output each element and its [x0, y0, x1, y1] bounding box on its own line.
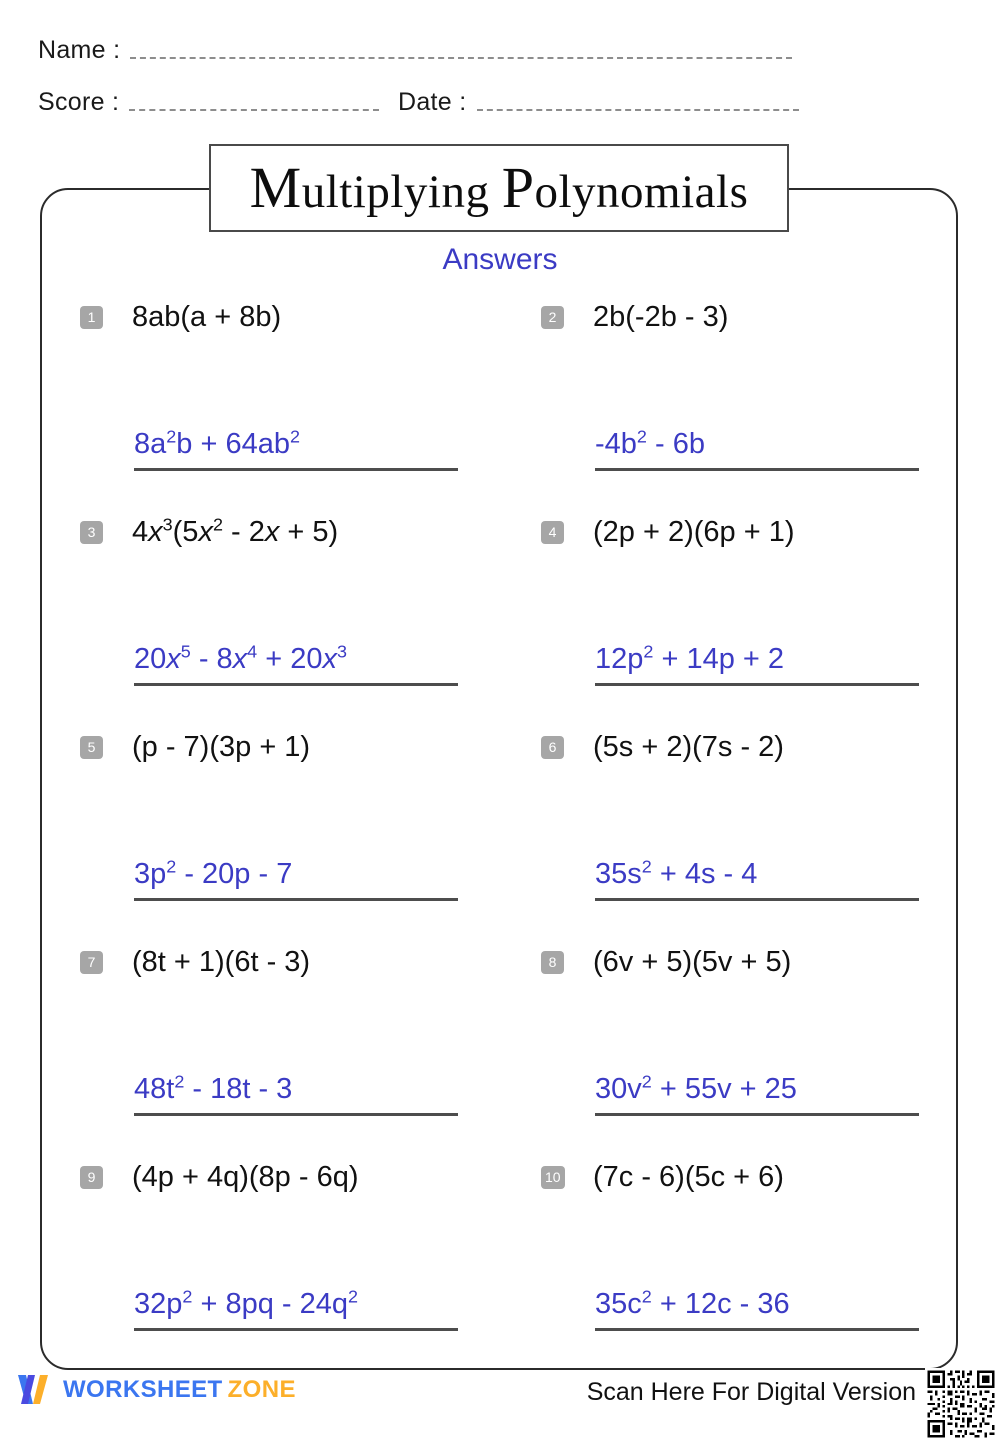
title-rest-2: olynomials	[534, 166, 749, 218]
worksheet-zone-logo[interactable]	[16, 1368, 296, 1412]
problem-question: (8t + 1)(6t - 3)	[132, 946, 311, 978]
worksheet-footer	[0, 1366, 1000, 1414]
problem-number-badge: 8	[541, 951, 564, 974]
problem-number-badge: 9	[80, 1166, 103, 1189]
problem-row	[0, 511, 1000, 726]
problem-item-8	[541, 941, 971, 1156]
problem-answer: $-4b^2 - 6b$	[595, 426, 705, 460]
answer-line[interactable]	[134, 1284, 458, 1331]
problem-question: (7c - 6)(5c + 6)	[593, 1161, 784, 1193]
problem-question: (2p + 2)(6p + 1)	[593, 516, 795, 548]
answer-line[interactable]	[595, 854, 919, 901]
problem-item-1	[80, 296, 510, 511]
problem-number-badge: 7	[80, 951, 103, 974]
problem-item-4	[541, 511, 971, 726]
problem-item-9	[80, 1156, 510, 1371]
problem-question: (4p + 4q)(8p - 6q)	[132, 1161, 359, 1193]
problem-number-badge: 4	[541, 521, 564, 544]
problem-answer: $32p^2 + 8pq - 24q^2$	[134, 1286, 358, 1320]
problem-item-5	[80, 726, 510, 941]
problem-item-6	[541, 726, 971, 941]
score-label: Score :	[38, 88, 120, 116]
logo-worksheet-text: WORKSHEET	[63, 1376, 223, 1403]
logo-text	[63, 1378, 296, 1402]
problem-answer: $8a^2b + 64ab^2$	[134, 426, 300, 460]
problem-row	[0, 1156, 1000, 1371]
answer-line[interactable]	[595, 639, 919, 686]
problem-row	[0, 941, 1000, 1156]
page-title	[249, 155, 749, 220]
title-box	[209, 144, 789, 232]
scan-instruction-text: Scan Here For Digital Version	[586, 1378, 916, 1406]
problem-question: $4x^3(5x^2 - 2x + 5)$	[132, 514, 339, 548]
problem-answer: $3p^2 - 20p - 7$	[134, 856, 293, 890]
score-input-line[interactable]	[129, 109, 379, 111]
answer-line[interactable]	[134, 424, 458, 471]
answer-line[interactable]	[134, 854, 458, 901]
score-field-row	[38, 90, 379, 115]
problem-question: (p - 7)(3p + 1)	[132, 731, 311, 763]
problem-question: (5s + 2)(7s - 2)	[593, 731, 784, 763]
date-field-row	[398, 90, 799, 115]
problem-number-badge: 2	[541, 306, 564, 329]
date-input-line[interactable]	[477, 109, 799, 111]
answer-line[interactable]	[595, 1069, 919, 1116]
problem-answer: $12p^2 + 14p + 2$	[595, 641, 785, 675]
problem-answer: $30v^2 + 55v + 25$	[595, 1071, 797, 1105]
problem-item-2	[541, 296, 971, 511]
name-label: Name :	[38, 36, 121, 64]
problem-answer: $20x^5 - 8x^4 + 20x^3$	[134, 641, 347, 675]
problem-grid	[0, 296, 1000, 1371]
answer-line[interactable]	[595, 424, 919, 471]
name-input-line[interactable]	[130, 57, 792, 59]
problem-answer: $35s^2 + 4s - 4$	[595, 856, 758, 890]
name-field-row	[38, 38, 792, 63]
problem-number-badge: 1	[80, 306, 103, 329]
date-label: Date :	[398, 88, 467, 116]
problem-question: 8ab(a + 8b)	[132, 301, 282, 333]
title-cap-m: M	[249, 155, 302, 220]
problem-number-badge: 3	[80, 521, 103, 544]
problem-row	[0, 296, 1000, 511]
problem-row	[0, 726, 1000, 941]
answer-line[interactable]	[134, 639, 458, 686]
qr-code-icon[interactable]	[925, 1368, 997, 1440]
subtitle-answers: Answers	[442, 243, 558, 276]
problem-question: 2b(-2b - 3)	[593, 301, 729, 333]
logo-zone-text: ZONE	[227, 1376, 296, 1403]
problem-item-7	[80, 941, 510, 1156]
worksheet-header	[0, 0, 1000, 132]
title-cap-p: P	[501, 155, 535, 220]
problem-question: (6v + 5)(5v + 5)	[593, 946, 792, 978]
problem-number-badge: 10	[541, 1166, 565, 1189]
title-rest-1: ultiplying	[301, 166, 490, 218]
answer-line[interactable]	[595, 1284, 919, 1331]
problem-item-10	[541, 1156, 971, 1371]
logo-w-icon	[16, 1371, 56, 1409]
problem-answer: $48t^2 - 18t - 3$	[134, 1071, 293, 1105]
answer-line[interactable]	[134, 1069, 458, 1116]
problem-item-3	[80, 511, 510, 726]
problem-number-badge: 6	[541, 736, 564, 759]
problem-answer: $35c^2 + 12c - 36$	[595, 1286, 790, 1320]
problem-number-badge: 5	[80, 736, 103, 759]
